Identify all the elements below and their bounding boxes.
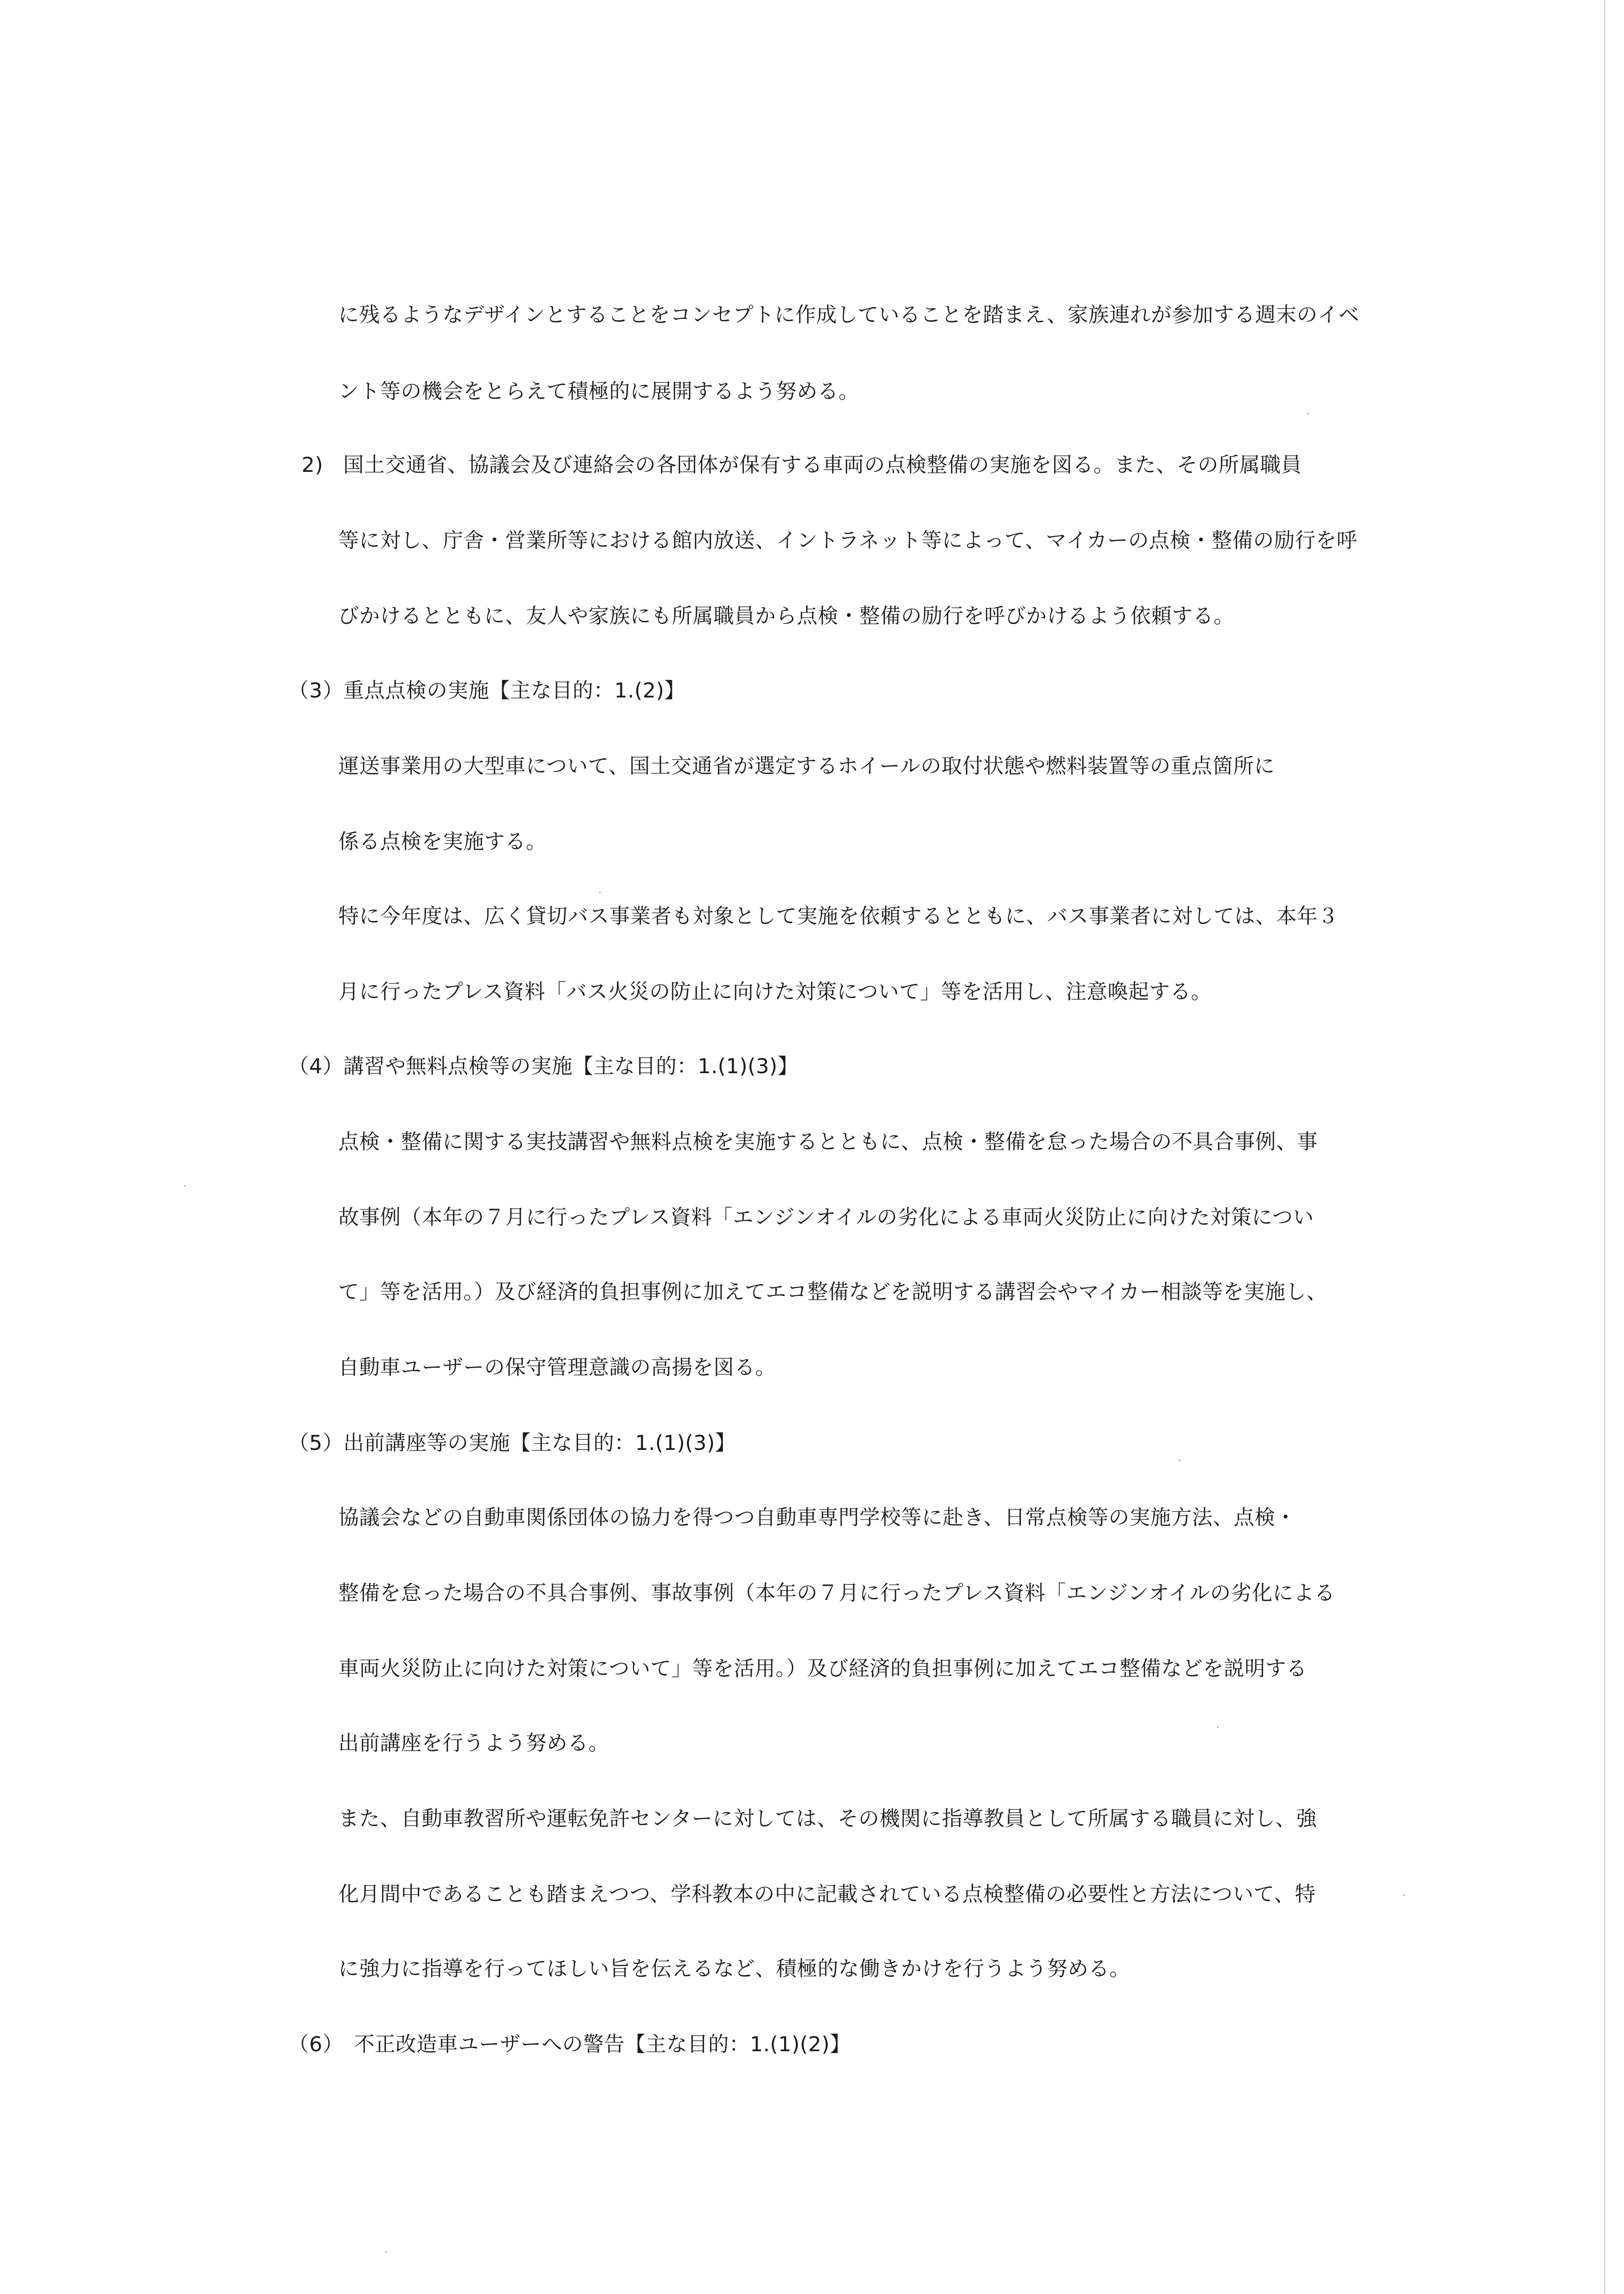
section-heading: （5）出前講座等の実施【主な目的：1.(1)(3)】 <box>288 1431 736 1455</box>
scan-speck <box>1179 1460 1180 1461</box>
paragraph-line: 特に今年度は、広く貸切バス事業者も対象として実施を依頼するとともに、バス事業者に対しては、本年３ <box>338 904 1339 928</box>
paragraph-line: また、自動車教習所や運転免許センターに対しては、その機関に指導教員として所属する職員に対し、強 <box>338 1806 1317 1830</box>
paragraph-line: て」等を活用。）及び経済的負担事例に加えてエコ整備などを説明する講習会やマイカー相談等を実施し、 <box>338 1280 1327 1304</box>
paragraph-line: 整備を怠った場合の不具合事例、事故事例（本年の７月に行ったプレス資料「エンジンオイルの劣化による <box>338 1581 1335 1605</box>
paragraph-line: 運送事業用の大型車について、国土交通省が選定するホイールの取付状態や燃料装置等の重点箇所に <box>338 754 1275 778</box>
paragraph-line: 出前講座を行うよう努める。 <box>338 1731 609 1755</box>
scan-speck <box>385 2251 387 2253</box>
paragraph-line: 国土交通省、協議会及び連絡会の各団体が保有する車両の点検整備の実施を図る。また、その所属職員 <box>343 453 1302 477</box>
paragraph-line: 自動車ユーザーの保守管理意識の高揚を図る。 <box>338 1355 776 1379</box>
paragraph-line: に残るようなデザインとすることをコンセプトに作成していることを踏まえ、家族連れが参加する週末のイベ <box>338 303 1360 327</box>
scan-speck <box>184 1185 186 1186</box>
paragraph-line: 化月間中であることも踏まえつつ、学科教本の中に記載されている点検整備の必要性と方法について、特 <box>338 1882 1316 1906</box>
scan-speck <box>599 892 601 893</box>
paragraph-line: 故事例（本年の７月に行ったプレス資料「エンジンオイルの劣化による車両火災防止に向けた対策につい <box>338 1205 1314 1229</box>
section-heading: （4）講習や無料点検等の実施【主な目的：1.(1)(3)】 <box>288 1054 799 1078</box>
paragraph-line: 月に行ったプレス資料「バス火災の防止に向けた対策について」等を活用し、注意喚起する。 <box>338 979 1212 1004</box>
paragraph-line: 車両火災防止に向けた対策について」等を活用。）及び経済的負担事例に加えてエコ整備などを説明する <box>338 1656 1307 1680</box>
paragraph-line: ント等の機会をとらえて積極的に展開するよう努める。 <box>338 379 860 403</box>
paragraph-line: 係る点検を実施する。 <box>338 829 547 853</box>
scan-speck <box>1403 1894 1405 1896</box>
item-number: 2) <box>302 453 324 477</box>
paragraph-line: に強力に指導を行ってほしい旨を伝えるなど、積極的な働きかけを行うよう努める。 <box>338 1957 1131 1981</box>
scan-speck <box>1217 1727 1218 1728</box>
paragraph-line: 協議会などの自動車関係団体の協力を得つつ自動車専門学校等に赴き、日常点検等の実施方法、点検・ <box>338 1505 1296 1529</box>
paragraph-line: びかけるとともに、友人や家族にも所属職員から点検・整備の励行を呼びかけるよう依頼する。 <box>338 604 1235 628</box>
section-heading: （3）重点点検の実施【主な目的：1.(2)】 <box>288 678 685 702</box>
section-heading: （6） 不正改造車ユーザーへの警告【主な目的：1.(1)(2)】 <box>288 2032 851 2056</box>
paragraph-line: 等に対し、庁舎・営業所等における館内放送、イントラネット等によって、マイカーの点検・整備の励行を呼 <box>338 528 1358 552</box>
paragraph-line: 点検・整備に関する実技講習や無料点検を実施するとともに、点検・整備を怠った場合の不具合事例、事 <box>338 1130 1318 1154</box>
scan-edge-shadow <box>1604 0 1605 2294</box>
scan-speck <box>1307 413 1309 414</box>
